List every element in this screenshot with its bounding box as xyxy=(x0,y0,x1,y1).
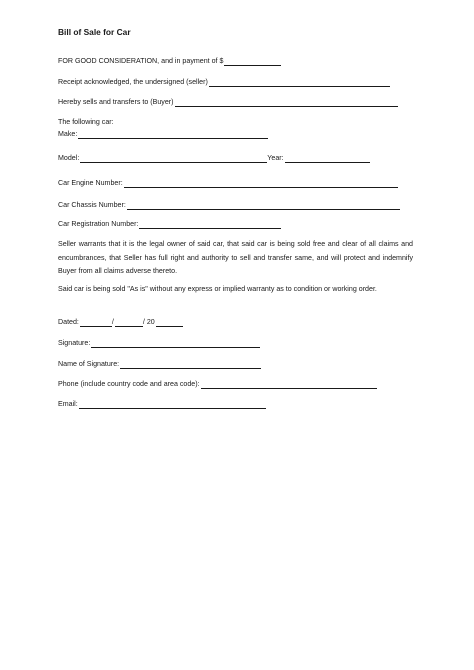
chassis-number-field[interactable] xyxy=(127,201,400,210)
payment-amount-field[interactable] xyxy=(224,57,281,66)
dated-month-field[interactable] xyxy=(80,318,112,327)
engine-label: Car Engine Number: xyxy=(58,179,123,187)
model-row xyxy=(58,154,370,163)
as-is-paragraph: Said car is being sold "As is" without any express or implied warranty as to condition or working order. xyxy=(58,285,377,293)
name-of-signature-label: Name of Signature: xyxy=(58,360,120,368)
signature-field[interactable] xyxy=(91,339,260,348)
dated-label: Dated: xyxy=(58,318,79,326)
receipt-label: Receipt acknowledged, the undersigned (seller) xyxy=(58,78,208,86)
dated-separator-1: / xyxy=(111,318,114,326)
seller-row xyxy=(58,78,390,87)
seller-field[interactable] xyxy=(209,78,390,87)
model-label: Model: xyxy=(58,154,80,162)
following-car-row xyxy=(58,118,114,127)
transfer-label: Hereby sells and transfers to (Buyer) xyxy=(58,98,174,106)
email-label: Email: xyxy=(58,400,78,408)
phone-row xyxy=(58,380,377,389)
buyer-field[interactable] xyxy=(175,98,398,107)
name-of-signature-row xyxy=(58,360,261,369)
chassis-label: Car Chassis Number: xyxy=(58,201,126,209)
signature-label: Signature: xyxy=(58,339,91,347)
consideration-label: FOR GOOD CONSIDERATION, and in payment of $ xyxy=(58,57,224,65)
make-label: Make: xyxy=(58,130,78,138)
make-field[interactable] xyxy=(78,130,268,139)
phone-label: Phone (include country code and area code): xyxy=(58,380,200,388)
consideration-row xyxy=(58,57,281,66)
warranty-paragraph: Seller warrants that it is the legal owner of said car, that said car is being sold free and clear of all claims and encumbrances, that Seller has full right and authority to sell and transfer same, and will protect and indemnify Buyer from all claims adverse thereto. xyxy=(58,240,413,276)
engine-number-field[interactable] xyxy=(124,179,398,188)
name-of-signature-field[interactable] xyxy=(120,360,261,369)
dated-separator-2: / 20 xyxy=(142,318,155,326)
dated-year-field[interactable] xyxy=(156,318,183,327)
email-row xyxy=(58,400,266,409)
signature-row xyxy=(58,339,260,348)
buyer-row xyxy=(58,98,398,107)
year-label: Year: xyxy=(267,154,284,162)
phone-field[interactable] xyxy=(201,380,377,389)
dated-row xyxy=(58,318,183,327)
model-field[interactable] xyxy=(80,154,267,163)
dated-day-field[interactable] xyxy=(115,318,143,327)
make-row xyxy=(58,130,268,139)
email-field[interactable] xyxy=(79,400,266,409)
chassis-row xyxy=(58,201,400,210)
following-car-label: The following car: xyxy=(58,118,114,126)
document-title: Bill of Sale for Car xyxy=(58,27,131,37)
engine-row xyxy=(58,179,398,188)
year-field[interactable] xyxy=(285,154,370,163)
registration-number-field[interactable] xyxy=(139,220,281,229)
registration-row xyxy=(58,220,281,229)
registration-label: Car Registration Number: xyxy=(58,220,139,228)
